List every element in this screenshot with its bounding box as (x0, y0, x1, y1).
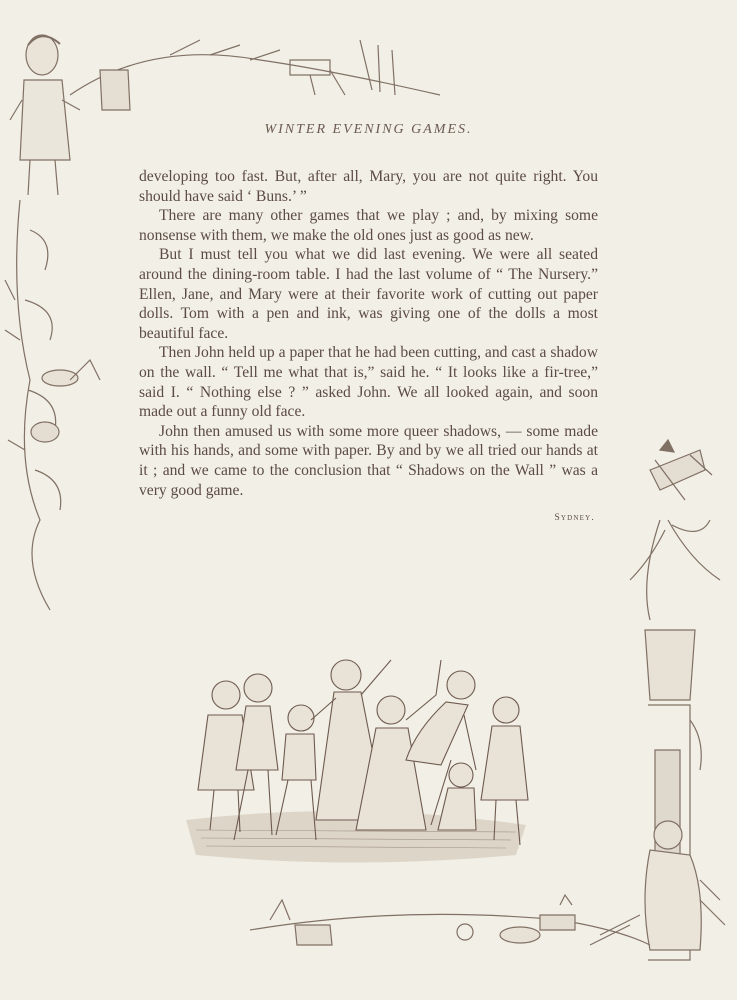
paragraph: John then amused us with some more queer shadows, — some made with his hands, and some with paper. By and by we all tried our hands at it ; and we came to the conclusion that “ Shadows on the Wall ” was a very good game. (139, 422, 598, 499)
children-dancing-engraving (176, 640, 536, 870)
child-figure-bottom-right (645, 821, 725, 950)
paragraph: developing too fast. But, after all, Mary, you are not quite right. You should have said ‘ Buns.’ ” (139, 168, 598, 205)
vase-palm-column-right (630, 440, 720, 960)
paragraph: But I must tell you what we did last evening. We were all seated around the dining-room table. I had the last volume of “ The Nursery.” Ellen, Jane, and Mary were at their favorite work of cutting out paper dolls. Tom with a pen and ink, was giving one of the dolls a most beautiful face. (139, 246, 598, 342)
girl-figure-top-left (10, 35, 80, 195)
paragraph: Then John held up a paper that he had been cutting, and cast a shadow on the wall. “ Tell me what that is,” said he. “ It looks like a fir-tree,” said I. “ Nothing else ? ” asked John. We all looked again, and soon made out a funny old face. (139, 344, 598, 421)
author-signature: Sydney. (554, 513, 595, 524)
running-head: WINTER EVENING GAMES. (264, 122, 473, 137)
paragraph: There are many other games that we play ; and, by mixing some nonsense with them, we make the old ones just as good as new. (139, 207, 598, 244)
body-text (139, 167, 598, 529)
